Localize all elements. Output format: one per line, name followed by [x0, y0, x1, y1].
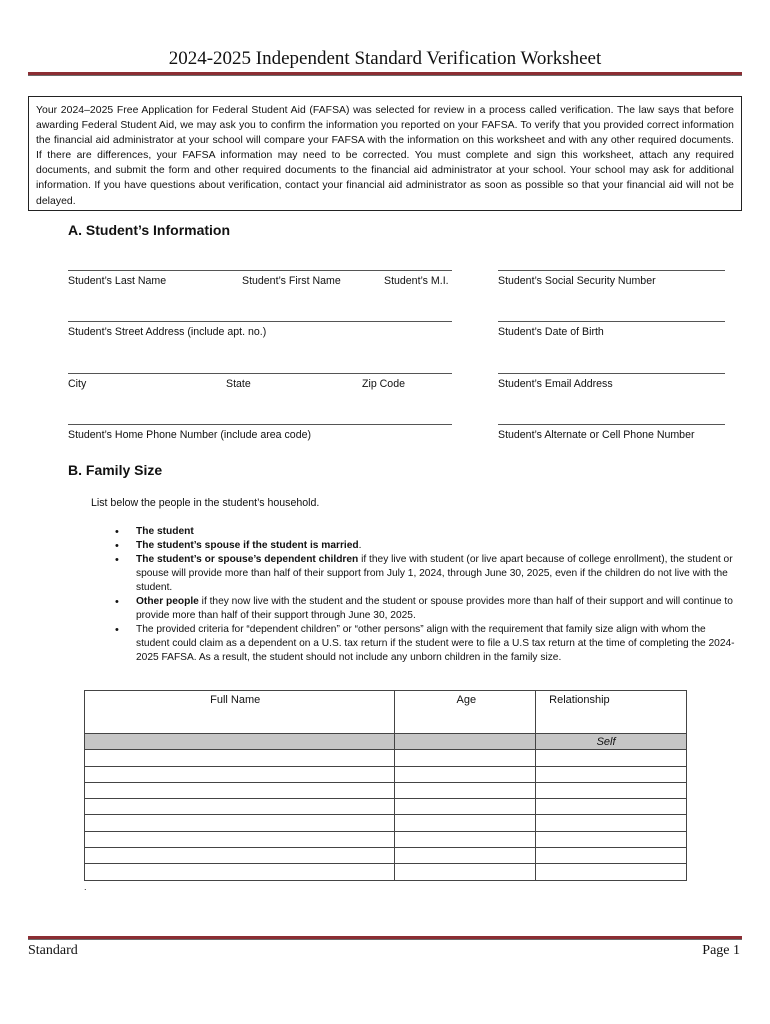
criteria-bold: Other people: [136, 596, 199, 607]
list-item: [115, 553, 735, 595]
name-cell[interactable]: [85, 750, 395, 766]
full-name-header: Full Name: [85, 691, 395, 734]
age-cell[interactable]: [395, 750, 536, 766]
state-label: State: [226, 378, 251, 390]
alt-phone-field[interactable]: [498, 424, 725, 444]
street-label: Student’s Street Address (include apt. no.): [68, 326, 267, 338]
name-cell[interactable]: [85, 831, 395, 847]
alt-phone-label: Student’s Alternate or Cell Phone Number: [498, 429, 695, 441]
age-cell[interactable]: [395, 831, 536, 847]
age-cell[interactable]: [395, 766, 536, 782]
stray-mark: .: [84, 882, 87, 892]
name-field[interactable]: [68, 270, 452, 290]
footer-label: Standard: [28, 943, 78, 958]
section-b-heading: B. Family Size: [68, 462, 163, 478]
zip-label: Zip Code: [362, 378, 405, 390]
city-state-zip-field[interactable]: [68, 373, 452, 393]
table-row: [85, 815, 687, 831]
criteria-text: The provided criteria for “dependent children” or “other persons” align with the requirement that family size align with whom the student could claim as a dependent on a U.S. tax return if the student were to file a U.S tax return at the time of completing the 2024-2025 FAFSA. As a result, the student should not include any unborn children in the family size.: [136, 624, 735, 663]
criteria-list: [115, 525, 735, 665]
self-name-cell[interactable]: [85, 734, 395, 750]
relationship-header: Relationship: [536, 691, 687, 734]
relationship-cell[interactable]: [536, 782, 687, 798]
family-table: [84, 690, 687, 881]
name-cell[interactable]: [85, 799, 395, 815]
home-phone-label: Student’s Home Phone Number (include area code): [68, 429, 312, 441]
name-cell[interactable]: [85, 864, 395, 880]
criteria-bold: The student: [136, 526, 194, 537]
relationship-cell[interactable]: [536, 766, 687, 782]
street-field[interactable]: [68, 321, 452, 341]
email-field[interactable]: [498, 373, 725, 393]
relationship-cell[interactable]: [536, 864, 687, 880]
relationship-cell[interactable]: [536, 815, 687, 831]
name-cell[interactable]: [85, 782, 395, 798]
list-item: [115, 525, 735, 539]
criteria-bold: The student’s spouse if the student is married: [136, 540, 359, 551]
list-item: [115, 623, 735, 665]
age-cell[interactable]: [395, 799, 536, 815]
self-relationship-cell: Self: [536, 734, 687, 750]
list-item: [115, 595, 735, 623]
self-age-cell[interactable]: [395, 734, 536, 750]
criteria-text: if they live with student (or live apart because of college enrollment), the student or spouse will provide more than half of their support from July 1, 2024, through June 30, 2025, even if the children do not live with the student.: [136, 554, 733, 593]
self-row: [85, 734, 687, 750]
name-cell[interactable]: [85, 848, 395, 864]
mi-label: Student’s M.I.: [384, 275, 449, 287]
table-row: [85, 799, 687, 815]
table-header-row: [85, 691, 687, 734]
name-cell[interactable]: [85, 815, 395, 831]
criteria-text: if they now live with the student and the student or spouse provides more than half of their support and will continue to provide more than half of their support through June 30, 2025.: [136, 596, 733, 621]
table-row: [85, 848, 687, 864]
age-cell[interactable]: [395, 815, 536, 831]
table-row: [85, 766, 687, 782]
dob-field[interactable]: [498, 321, 725, 341]
relationship-cell[interactable]: [536, 750, 687, 766]
age-header: Age: [395, 691, 536, 734]
ssn-field[interactable]: [498, 270, 725, 290]
relationship-cell[interactable]: [536, 831, 687, 847]
home-phone-field[interactable]: [68, 424, 452, 444]
age-cell[interactable]: [395, 864, 536, 880]
last-name-label: Student’s Last Name: [68, 275, 167, 287]
footer-rule: [28, 936, 742, 940]
age-cell[interactable]: [395, 848, 536, 864]
list-item: [115, 539, 735, 553]
relationship-cell[interactable]: [536, 848, 687, 864]
page-number: Page 1: [702, 943, 740, 958]
criteria-bold: The student’s or spouse’s dependent children: [136, 554, 359, 565]
table-row: [85, 864, 687, 880]
email-label: Student’s Email Address: [498, 378, 613, 390]
ssn-label: Student’s Social Security Number: [498, 275, 656, 287]
table-row: [85, 750, 687, 766]
household-intro: List below the people in the student’s household.: [91, 497, 320, 509]
table-row: [85, 831, 687, 847]
page-title: 2024-2025 Independent Standard Verification Worksheet: [168, 48, 602, 69]
table-row: [85, 782, 687, 798]
name-cell[interactable]: [85, 766, 395, 782]
city-label: City: [68, 378, 87, 390]
relationship-cell[interactable]: [536, 799, 687, 815]
criteria-text: .: [358, 540, 362, 551]
header-rule: [28, 72, 742, 76]
first-name-label: Student’s First Name: [242, 275, 341, 287]
section-a-heading: A. Student’s Information: [68, 222, 231, 238]
age-cell[interactable]: [395, 782, 536, 798]
dob-label: Student’s Date of Birth: [498, 326, 604, 338]
intro-box: Your 2024–2025 Free Application for Federal Student Aid (FAFSA) was selected for review in a process called verification. The law says that before awarding Federal Student Aid, we may ask you to confirm the information you reported on your FAFSA. To verify that you provided correct information the financial aid administrator at your school will compare your FAFSA with the information on this worksheet and with any other required documents. If there are differences, your FAFSA information may need to be corrected. You must complete and sign this worksheet, attach any required documents, and submit the form and other required documents to the financial aid administrator at your school. Your school may ask for additional information. If you have questions about verification, contact your financial aid administrator as soon as possible so that your financial aid will not be delayed.: [28, 96, 742, 211]
